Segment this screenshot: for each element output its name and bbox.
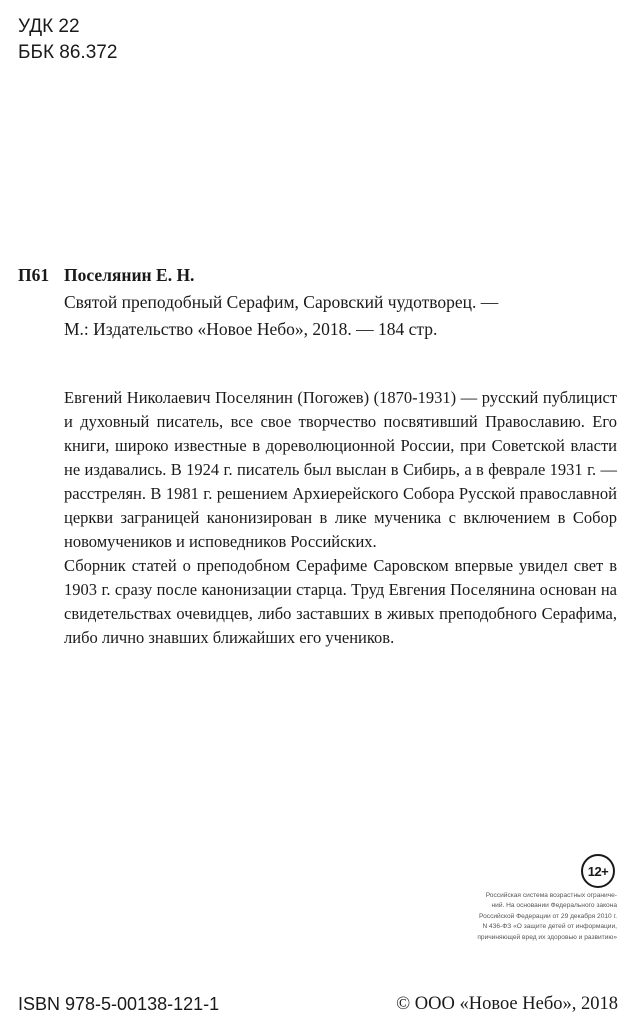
age-note-line: ний. На основании Федерального закона xyxy=(491,902,617,910)
book-title: Святой преподобный Серафим, Саровский чудотворец. — xyxy=(64,292,499,312)
bibliographic-entry xyxy=(64,262,618,343)
classification-block xyxy=(18,14,117,66)
age-note-line: Российской Федерации от 29 декабря 2010 г. xyxy=(479,912,617,920)
udk-code: УДК 22 xyxy=(18,16,80,37)
copyright: © ООО «Новое Небо», 2018 xyxy=(396,994,618,1014)
age-note-line: N 436-ФЗ «О защите детей от информации, xyxy=(482,923,617,931)
age-note-line: Российская система возрастных ограниче- xyxy=(485,892,617,899)
annotation xyxy=(64,386,617,650)
author-name: Поселянин Е. Н. xyxy=(64,265,195,285)
age-rating-note xyxy=(452,891,617,943)
annotation-paragraph: Евгений Николаевич Поселянин (Погожев) (1870-1931) — русский публицист и духовный писатель, все свое творчество посвятивший Православию. Его книги, широко известные в дореволюционной России, при Советской власти не издавались. В 1924 г. писатель был выслан в Сибирь, а в феврале 1931 г. — расстрелян. В 1981 г. решением Архиерейского Собора Русской православной церкви заграницей канонизирован в лике мученика с включением в Собор новомучеников и исповедников Российских. xyxy=(64,388,617,551)
isbn: ISBN 978-5-00138-121-1 xyxy=(18,994,220,1014)
bbk-code: ББК 86.372 xyxy=(18,42,118,63)
age-note-line: причиняющей вред их здоровью и развитию» xyxy=(477,933,617,941)
author-mark: П61 xyxy=(18,265,50,285)
annotation-paragraph: Сборник статей о преподобном Серафиме Саровском впервые увидел свет в 1903 г. сразу после канонизации старца. Труд Евгения Поселянина основан на свидетельствах очевидцев, либо заставших в живых преподобного Серафима, либо лично знавших ближайших его учеников. xyxy=(64,556,617,647)
age-rating-badge: 12+ xyxy=(581,854,615,888)
imprint: М.: Издательство «Новое Небо», 2018. — 184 стр. xyxy=(64,319,438,339)
